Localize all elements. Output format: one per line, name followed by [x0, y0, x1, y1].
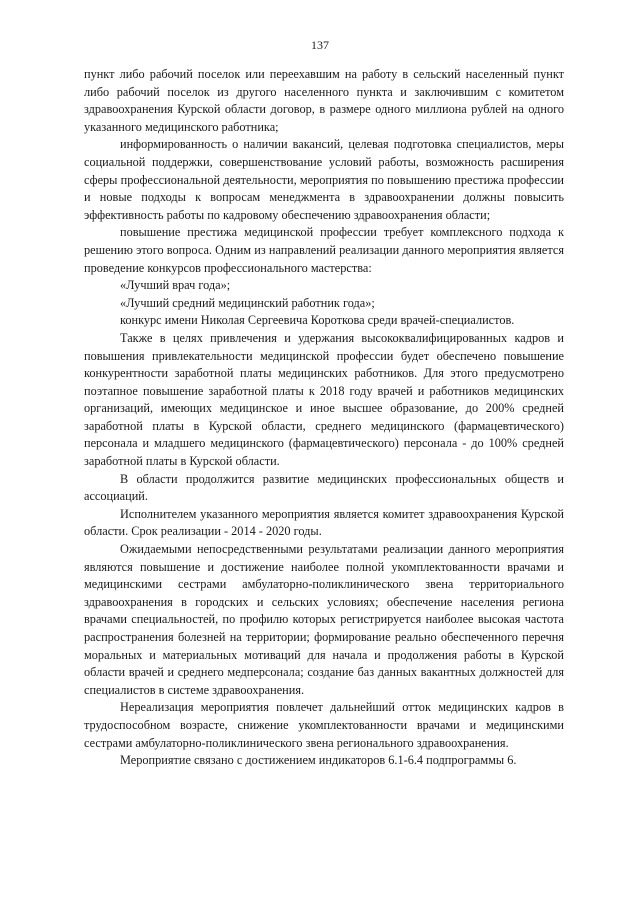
paragraph: конкурс имени Николая Сергеевича Короткова среди врачей-специалистов. — [120, 313, 515, 328]
paragraph: Нереализация мероприятия повлечет дальнейший отток медицинских кадров в трудоспособном возрасте, снижение укомплектованности врачами и медицинскими сестрами амбулаторно-поликлинического звена регионального здравоохранения. — [84, 700, 564, 750]
paragraph: Ожидаемыми непосредственными результатами реализации данного мероприятия являются повышение и достижение наиболее полной укомплектованности врачами и медицинскими сестрами амбулаторно-поликлинического звена территориального здравоохранения в городских и сельских условиях; обеспечение населения региона врачами специальностей, по профилю которых регистрируется наиболее высокая частота распространения болезней на территории; формирование реально обеспеченного перечня моральных и материальных мотиваций для начала и продолжения работы в Курской области врачей и среднего медперсонала; создание баз данных вакантных должностей для специалистов в системе здравоохранения. — [84, 542, 564, 697]
paragraph: пункт либо рабочий поселок или переехавшим на работу в сельский населенный пункт либо рабочий поселок из другого населенного пункта и заключившим с комитетом здравоохранения Курской области договор, в размере одного миллиона рублей на одного указанного медицинского работника; — [84, 67, 564, 134]
document-body — [84, 66, 564, 770]
paragraph: В области продолжится развитие медицинских профессиональных обществ и ассоциаций. — [84, 471, 564, 504]
page-number: 137 — [311, 38, 329, 52]
paragraph: Мероприятие связано с достижением индикаторов 6.1-6.4 подпрограммы 6. — [120, 753, 517, 768]
paragraph: Также в целях привлечения и удержания высококвалифицированных кадров и повышения привлекательности медицинской профессии будет обеспечено повышение конкурентности заработной платы медицинских работников. Для этого предусмотрено поэтапное повышение заработной платы к 2018 году врачей и работников медицинских организаций, имеющих медицинское и иное высшее образование, до 200% средней заработной платы в Курской области, среднего медицинского (фармацевтического) персонала и младшего медицинского (фармацевтического) персонала - до 100% средней заработной платы в Курской области. — [84, 330, 564, 469]
paragraph: информированность о наличии вакансий, целевая подготовка специалистов, меры социальной поддержки, совершенствование условий работы, возможность расширения сферы профессиональной деятельности, мероприятия по повышению престижа профессии и новые подходы к вопросам менеджмента в здравоохранении должны повысить эффективность работы по кадровому обеспечению здравоохранения области; — [84, 137, 564, 222]
paragraph: «Лучший средний медицинский работник года»; — [120, 295, 375, 310]
paragraph: повышение престижа медицинской профессии требует комплексного подхода к решению этого вопроса. Одним из направлений реализации данного мероприятия является проведение конкурсов профессионального мастерства: — [84, 225, 564, 275]
paragraph: Исполнителем указанного мероприятия является комитет здравоохранения Курской области. Срок реализации - 2014 - 2020 годы. — [84, 506, 564, 539]
paragraph: «Лучший врач года»; — [120, 278, 231, 293]
